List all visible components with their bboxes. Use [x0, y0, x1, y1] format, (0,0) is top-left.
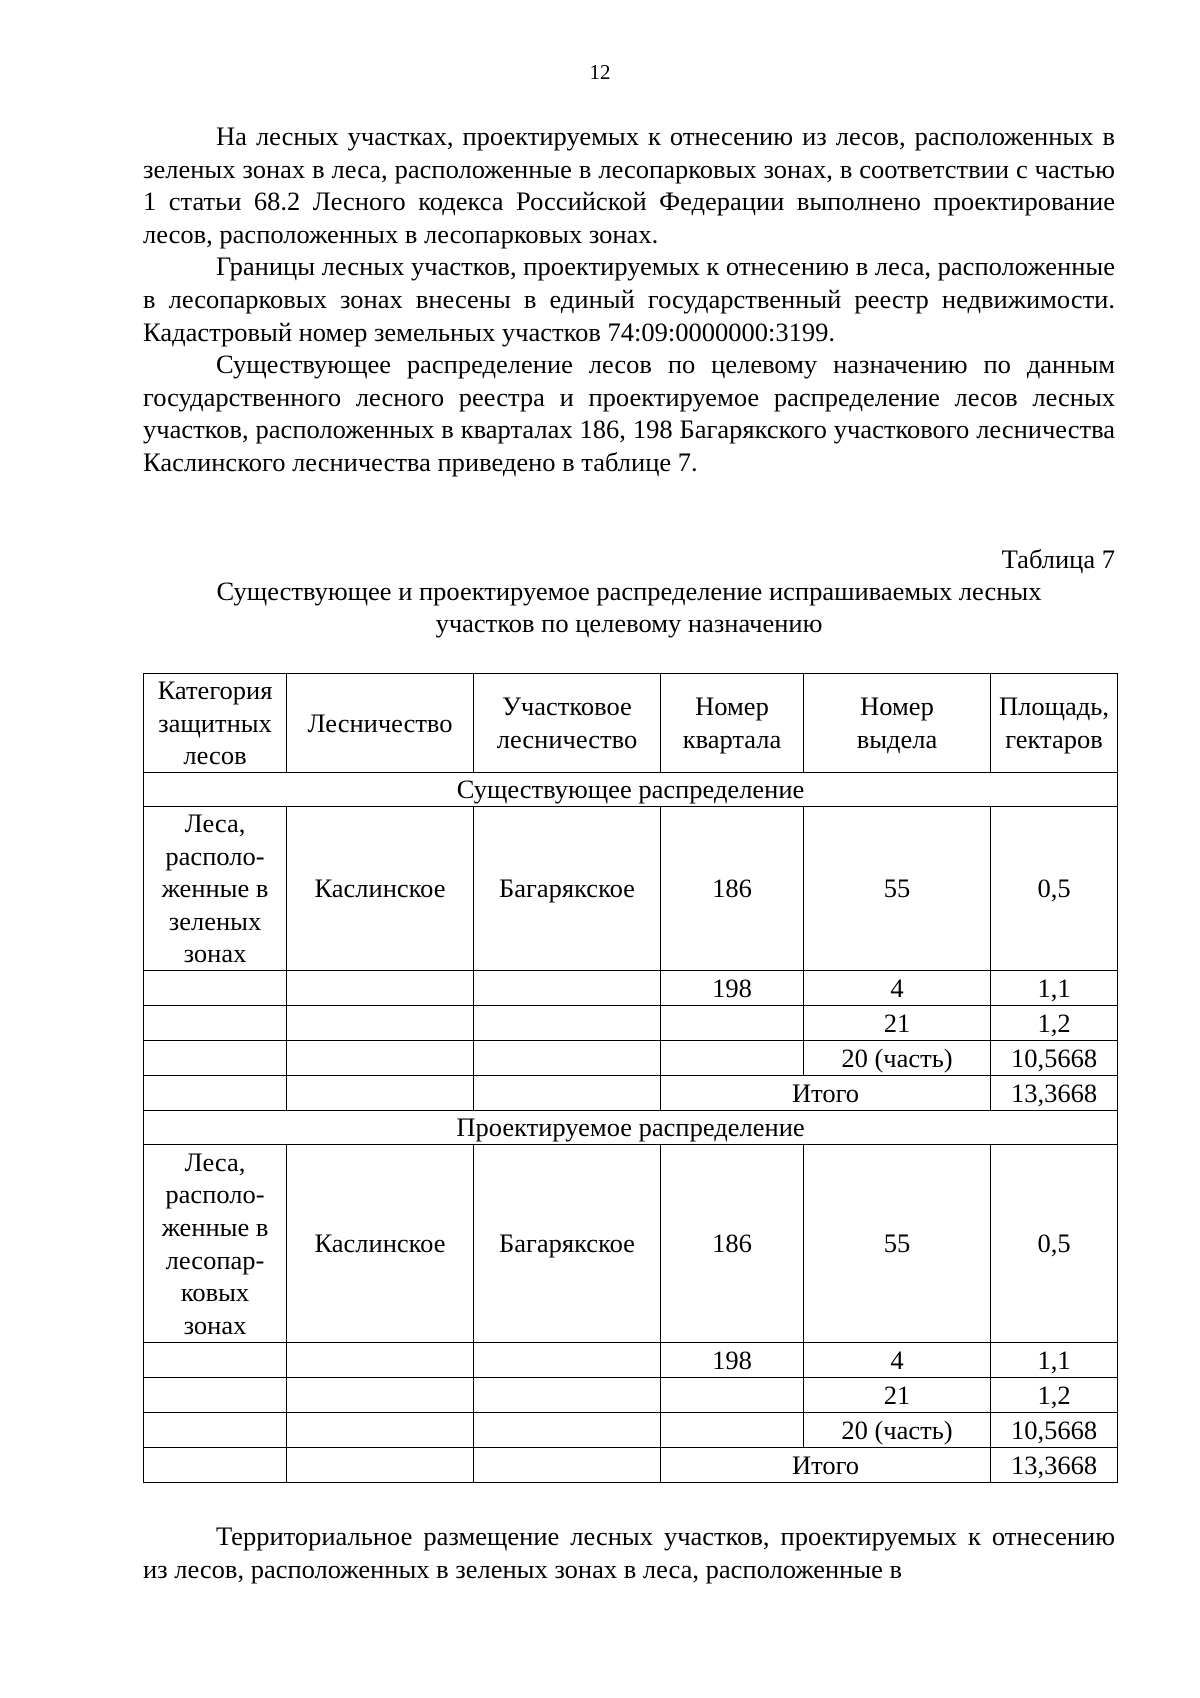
paragraph-4: Территориальное размещение лесных участков, проектируемых к отнесению из лесов, расположенных в зеленых зонах в леса, расположенные в	[143, 1521, 1115, 1584]
total-area: 13,3668	[991, 1448, 1118, 1483]
header-plot-number: Номер выдела	[804, 674, 991, 773]
table-title-line-1: Существующее и проектируемое распределение испрашиваемых лесных	[216, 576, 1042, 606]
table-row	[144, 807, 1118, 971]
table-row	[144, 971, 1118, 1006]
table-row	[144, 1041, 1118, 1076]
table-header-row	[144, 674, 1118, 773]
category-cell-projected: Леса, располо- женные в лесопар- ковых зонах	[144, 1145, 287, 1343]
section-row-existing	[144, 773, 1118, 807]
forestry-cell: Каслинское	[287, 807, 474, 971]
table-row	[144, 1378, 1118, 1413]
body-text-bottom	[143, 1520, 1115, 1585]
plot-cell: 4	[804, 971, 991, 1006]
paragraph-1: На лесных участках, проектируемых к отнесению из лесов, расположенных в зеленых зонах в леса, расположенные в лесопарковых зонах, в соответствии с частью 1 статьи 68.2 Лесного кодекса Российской Федерации выполнено проектирование лесов, расположенных в лесопарковых зонах.	[143, 121, 1115, 249]
total-row-projected	[144, 1448, 1118, 1483]
plot-cell: 20 (часть)	[804, 1041, 991, 1076]
quarter-cell: 198	[661, 1343, 804, 1378]
plot-cell: 20 (часть)	[804, 1413, 991, 1448]
paragraph-3: Существующее распределение лесов по целевому назначению по данным государственного лесного реестра и проектируемое распределение лесов лесных участков, расположенных в кварталах 186, 198 Багарякского участкового лесничества Каслинского лесничества приведено в таблице 7.	[143, 349, 1115, 477]
total-area: 13,3668	[991, 1076, 1118, 1111]
area-cell: 10,5668	[991, 1041, 1118, 1076]
forestry-cell: Каслинское	[287, 1145, 474, 1343]
area-cell: 1,1	[991, 971, 1118, 1006]
total-label: Итого	[661, 1448, 991, 1483]
district-cell: Багарякское	[474, 807, 661, 971]
section-row-projected	[144, 1111, 1118, 1145]
header-category: Категория защитных лесов	[144, 674, 287, 773]
area-cell: 1,1	[991, 1343, 1118, 1378]
forest-distribution-table	[143, 673, 1118, 1483]
table-row	[144, 1343, 1118, 1378]
header-quarter-number: Номер квартала	[661, 674, 804, 773]
table-title-line-2: участков по целевому назначению	[435, 608, 823, 638]
plot-cell: 4	[804, 1343, 991, 1378]
plot-cell: 21	[804, 1006, 991, 1041]
category-cell-existing: Леса, располо- женные в зеленых зонах	[144, 807, 287, 971]
header-district-forestry: Участковое лесничество	[474, 674, 661, 773]
table-label: Таблица 7	[1001, 544, 1115, 574]
table-row	[144, 1413, 1118, 1448]
quarter-cell: 186	[661, 1145, 804, 1343]
header-forestry: Лесничество	[287, 674, 474, 773]
area-cell: 10,5668	[991, 1413, 1118, 1448]
table-row	[144, 1145, 1118, 1343]
plot-cell: 55	[804, 807, 991, 971]
total-label: Итого	[661, 1076, 991, 1111]
table-title	[143, 575, 1115, 639]
header-area: Площадь, гектаров	[991, 674, 1118, 773]
district-cell: Багарякское	[474, 1145, 661, 1343]
total-row-existing	[144, 1076, 1118, 1111]
quarter-cell: 186	[661, 807, 804, 971]
area-cell: 1,2	[991, 1378, 1118, 1413]
quarter-cell: 198	[661, 971, 804, 1006]
paragraph-2: Границы лесных участков, проектируемых к отнесению в леса, расположенные в лесопарковых зонах внесены в единый государственный реестр недвижимости. Кадастровый номер земельных участков 74:09:0000000:3199.	[143, 251, 1115, 347]
table-row	[144, 1006, 1118, 1041]
area-cell: 1,2	[991, 1006, 1118, 1041]
area-cell: 0,5	[991, 1145, 1118, 1343]
plot-cell: 55	[804, 1145, 991, 1343]
page-number: 12	[589, 60, 611, 84]
section-title-existing: Существующее распределение	[144, 773, 1118, 807]
body-text-top	[143, 120, 1115, 479]
area-cell: 0,5	[991, 807, 1118, 971]
plot-cell: 21	[804, 1378, 991, 1413]
section-title-projected: Проектируемое распределение	[144, 1111, 1118, 1145]
